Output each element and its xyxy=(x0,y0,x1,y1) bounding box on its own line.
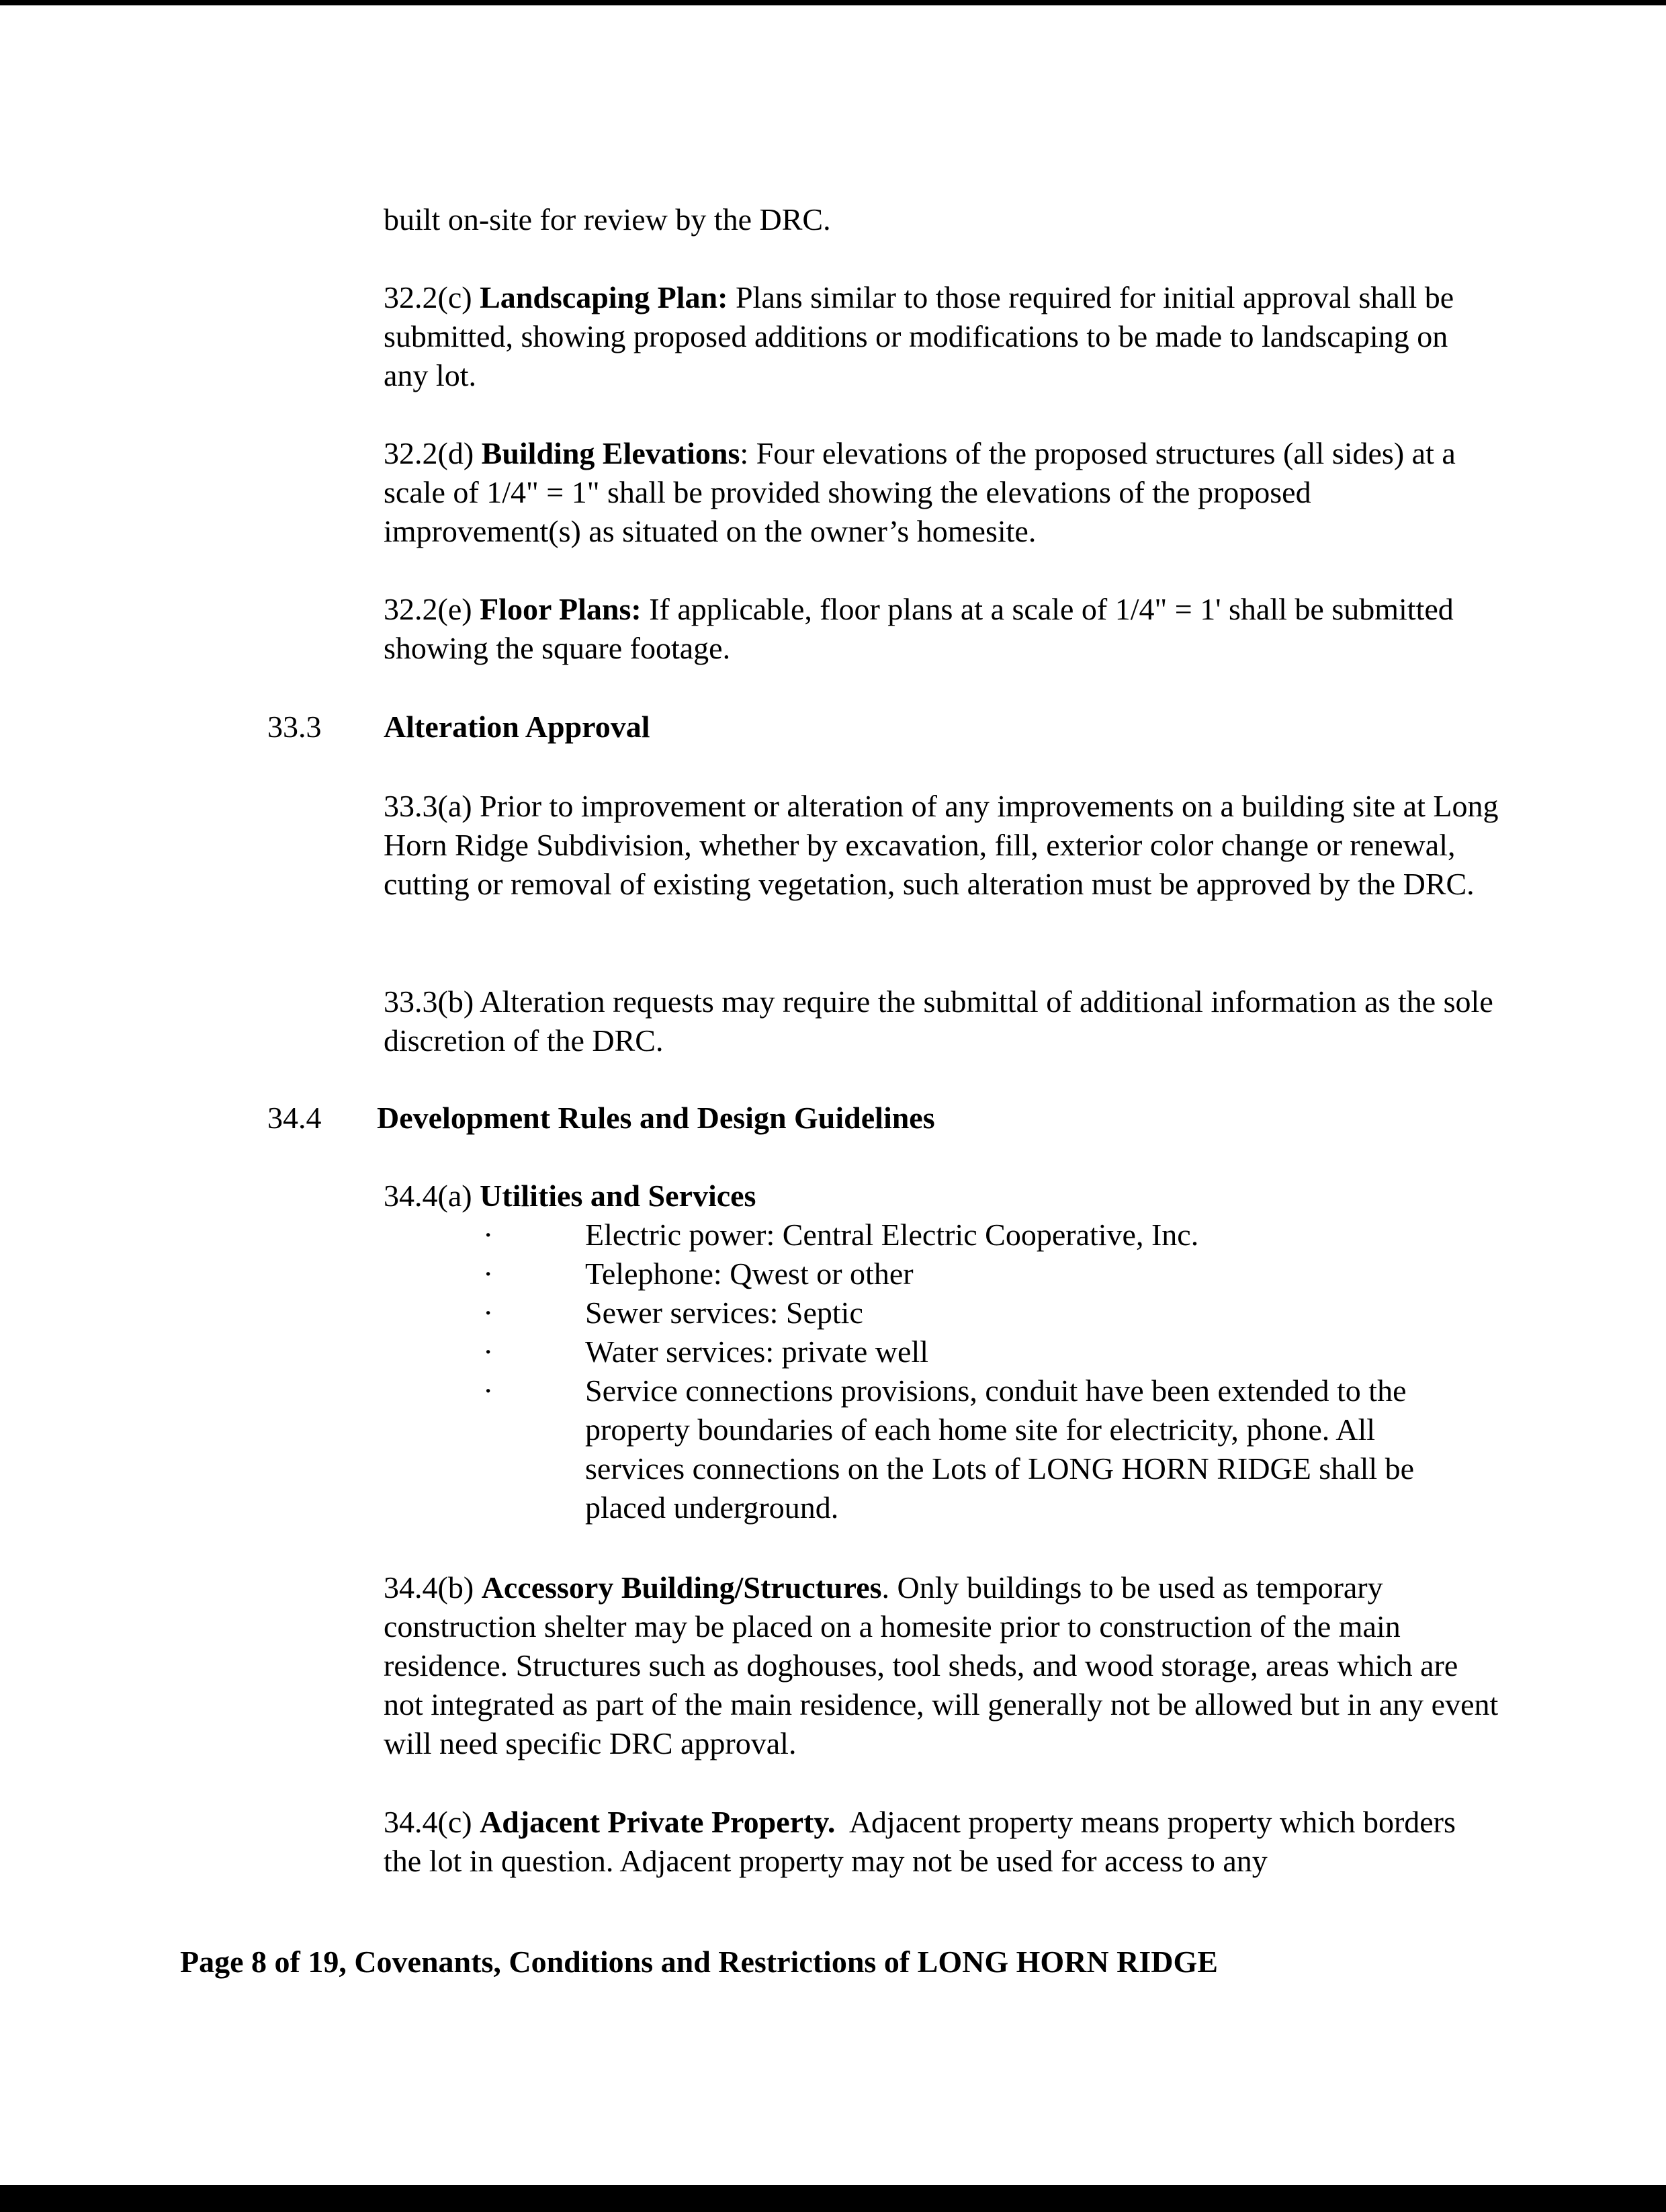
clause-body: Plans similar to those required for initial approval shall be submitted, showing proposed additions or modifications to be made to landscaping on any lot. xyxy=(384,280,1454,392)
clause-body: If applicable, floor plans at a scale of 1/4" = 1' shall be submitted showing the square footage. xyxy=(384,592,1454,665)
clause-title: Accessory Building/Structures xyxy=(481,1570,882,1605)
clause-number: 34.4(b) xyxy=(384,1570,474,1605)
bullet-dot: · xyxy=(483,1257,494,1291)
paragraph-33-3-b: 33.3(b) Alteration requests may require the submittal of additional information as the sole discretion of the DRC. xyxy=(384,984,1493,1058)
list-item: · Water services: private well xyxy=(384,1332,1479,1371)
bullet-dot: · xyxy=(483,1334,494,1369)
clause-title: Utilities and Services xyxy=(480,1179,756,1213)
list-item: · Service connections provisions, conduit have been extended to the property boundaries of each home site for electricity, phone. All services connections on the Lots of LONG HORN RIDGE shall be placed underground. xyxy=(384,1371,1479,1527)
clause-title: Building Elevations xyxy=(481,436,740,470)
subheading-utilities xyxy=(384,1177,1499,1216)
continued-text: built on-site for review by the DRC. xyxy=(384,202,831,237)
bullet-dot: · xyxy=(483,1218,494,1252)
clause-title: Landscaping Plan: xyxy=(480,280,728,314)
clause-body: . Only buildings to be used as temporary construction shelter may be placed on a homesite prior to construction of the main residence. Structures such as doghouses, tool sheds, and wood storage, areas which are not integrated as part of the main residence, will generally not be allowed but in any event will need specific DRC approval. xyxy=(384,1570,1499,1760)
clause-number: 32.2(c) xyxy=(384,280,472,314)
utilities-list xyxy=(384,1216,1526,1527)
paragraph-33-3-a: 33.3(a) Prior to improvement or alteration of any improvements on a building site at Long Horn Ridge Subdivision, whether by excavation, fill, exterior color change or renewal, cutting or removal of existing vegetation, such alteration must be approved by the DRC. xyxy=(384,789,1499,901)
paragraph-landscaping-plan xyxy=(384,278,1499,395)
clause-number: 32.2(e) xyxy=(384,592,472,626)
clause-title: Floor Plans: xyxy=(480,592,642,626)
section-title: Development Rules and Design Guidelines xyxy=(377,1101,935,1135)
paragraph-accessory-buildings xyxy=(384,1568,1499,1763)
paragraph-adjacent-property xyxy=(384,1803,1499,1881)
list-item: · Electric power: Central Electric Cooperative, Inc. xyxy=(384,1216,1479,1254)
clause-body: Adjacent property means property which borders the lot in question. Adjacent property may not be used for access to any xyxy=(384,1805,1456,1878)
section-number: 33.3 xyxy=(267,710,322,744)
bullet-dot: · xyxy=(483,1295,494,1330)
bottom-scan-edge xyxy=(0,2185,1666,2212)
list-item: · Telephone: Qwest or other xyxy=(384,1254,1479,1293)
paragraph-floor-plans xyxy=(384,590,1499,668)
page-footer: Page 8 of 19, Covenants, Conditions and Restrictions of LONG HORN RIDGE xyxy=(180,1945,1218,1979)
clause-title: Adjacent Private Property. xyxy=(480,1805,836,1839)
paragraph-building-elevations xyxy=(384,434,1499,551)
clause-body: : Four elevations of the proposed structures (all sides) at a scale of 1/4" = 1" shall be provided showing the elevations of the proposed improvement(s) as situated on the owner’s homesite. xyxy=(384,436,1456,548)
bullet-dot: · xyxy=(483,1373,494,1408)
clause-number: 34.4(c) xyxy=(384,1805,472,1839)
clause-number: 34.4(a) xyxy=(384,1179,472,1213)
list-item: · Sewer services: Septic xyxy=(384,1293,1479,1332)
section-title: Alteration Approval xyxy=(384,710,650,744)
clause-number: 32.2(d) xyxy=(384,436,474,470)
section-number: 34.4 xyxy=(267,1101,322,1135)
